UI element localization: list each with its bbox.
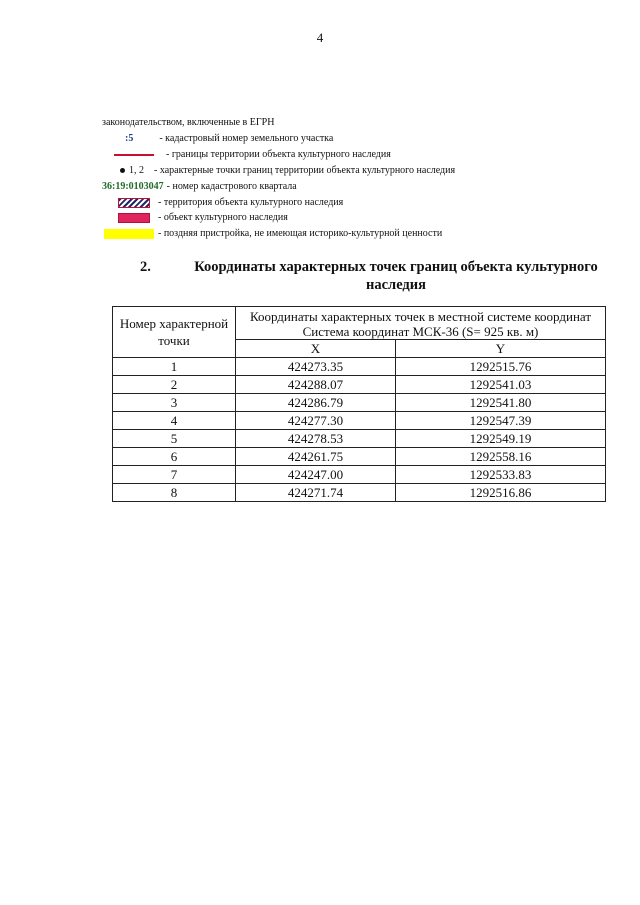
intro-text: законодательством, включенные в ЕГРН xyxy=(102,117,275,128)
table-row xyxy=(113,412,606,430)
table-row xyxy=(113,376,606,394)
territory-text: - территория объекта культурного наследия xyxy=(158,197,344,208)
points-symbol: 1, 2 xyxy=(129,165,144,176)
cell-point-number: 3 xyxy=(113,394,236,412)
legend-cadastral xyxy=(125,133,333,144)
header-x: X xyxy=(236,340,396,358)
boundary-line-icon xyxy=(114,154,154,156)
header-coordinates-line1: Координаты характерных точек в местной системе координат xyxy=(249,309,592,324)
object-text: - объект культурного наследия xyxy=(158,212,288,223)
cell-x: 424273.35 xyxy=(236,358,396,376)
cell-x: 424286.79 xyxy=(236,394,396,412)
cell-point-number: 6 xyxy=(113,448,236,466)
cell-point-number: 2 xyxy=(113,376,236,394)
cell-y: 1292533.83 xyxy=(396,466,606,484)
cell-x: 424261.75 xyxy=(236,448,396,466)
header-coordinates-line2: Система координат МСК-36 (S= 925 кв. м) xyxy=(302,324,539,339)
table-header-row xyxy=(113,307,606,340)
cell-point-number: 4 xyxy=(113,412,236,430)
table-row xyxy=(113,430,606,448)
quarter-symbol: 36:19:0103047 xyxy=(102,181,164,192)
cell-point-number: 8 xyxy=(113,484,236,502)
cell-y: 1292547.39 xyxy=(396,412,606,430)
object-fill-icon xyxy=(118,213,150,223)
cell-x: 424271.74 xyxy=(236,484,396,502)
page-number: 4 xyxy=(316,30,324,45)
table-row xyxy=(113,448,606,466)
late-text: - поздняя пристройка, не имеющая историко-культурной ценности xyxy=(158,228,443,239)
cell-point-number: 1 xyxy=(113,358,236,376)
point-dot-icon xyxy=(120,168,125,173)
quarter-text: - номер кадастрового квартала xyxy=(166,181,297,192)
cell-y: 1292541.03 xyxy=(396,376,606,394)
table-row xyxy=(113,394,606,412)
cell-y: 1292558.16 xyxy=(396,448,606,466)
header-coordinates xyxy=(236,307,606,340)
header-y: Y xyxy=(396,340,606,358)
cell-x: 424278.53 xyxy=(236,430,396,448)
late-addition-fill-icon xyxy=(104,229,154,239)
cell-y: 1292549.19 xyxy=(396,430,606,448)
legend-territory xyxy=(118,197,343,208)
cadastral-text: - кадастровый номер земельного участка xyxy=(159,133,334,144)
cadastral-symbol: :5 xyxy=(125,133,134,144)
table-row xyxy=(113,484,606,502)
table-row xyxy=(113,358,606,376)
header-point-number: Номер характерной точки xyxy=(113,307,236,358)
legend-quarter xyxy=(102,181,297,192)
cell-y: 1292541.80 xyxy=(396,394,606,412)
hatched-territory-icon xyxy=(118,198,150,208)
legend-boundary xyxy=(114,149,391,160)
section-title: Координаты характерных точек границ объекта культурного наследия xyxy=(194,259,598,293)
legend-late xyxy=(104,228,442,239)
cell-x: 424288.07 xyxy=(236,376,396,394)
coordinates-table xyxy=(112,306,606,502)
boundary-text: - границы территории объекта культурного наследия xyxy=(166,149,391,160)
cell-x: 424247.00 xyxy=(236,466,396,484)
section-number: 2. xyxy=(140,259,151,275)
cell-point-number: 7 xyxy=(113,466,236,484)
cell-x: 424277.30 xyxy=(236,412,396,430)
section-heading xyxy=(140,258,610,294)
table-row xyxy=(113,466,606,484)
cell-y: 1292516.86 xyxy=(396,484,606,502)
cell-y: 1292515.76 xyxy=(396,358,606,376)
points-text: - характерные точки границ территории объекта культурного наследия xyxy=(154,165,456,176)
legend-points xyxy=(120,165,455,176)
cell-point-number: 5 xyxy=(113,430,236,448)
legend-object xyxy=(118,212,288,223)
